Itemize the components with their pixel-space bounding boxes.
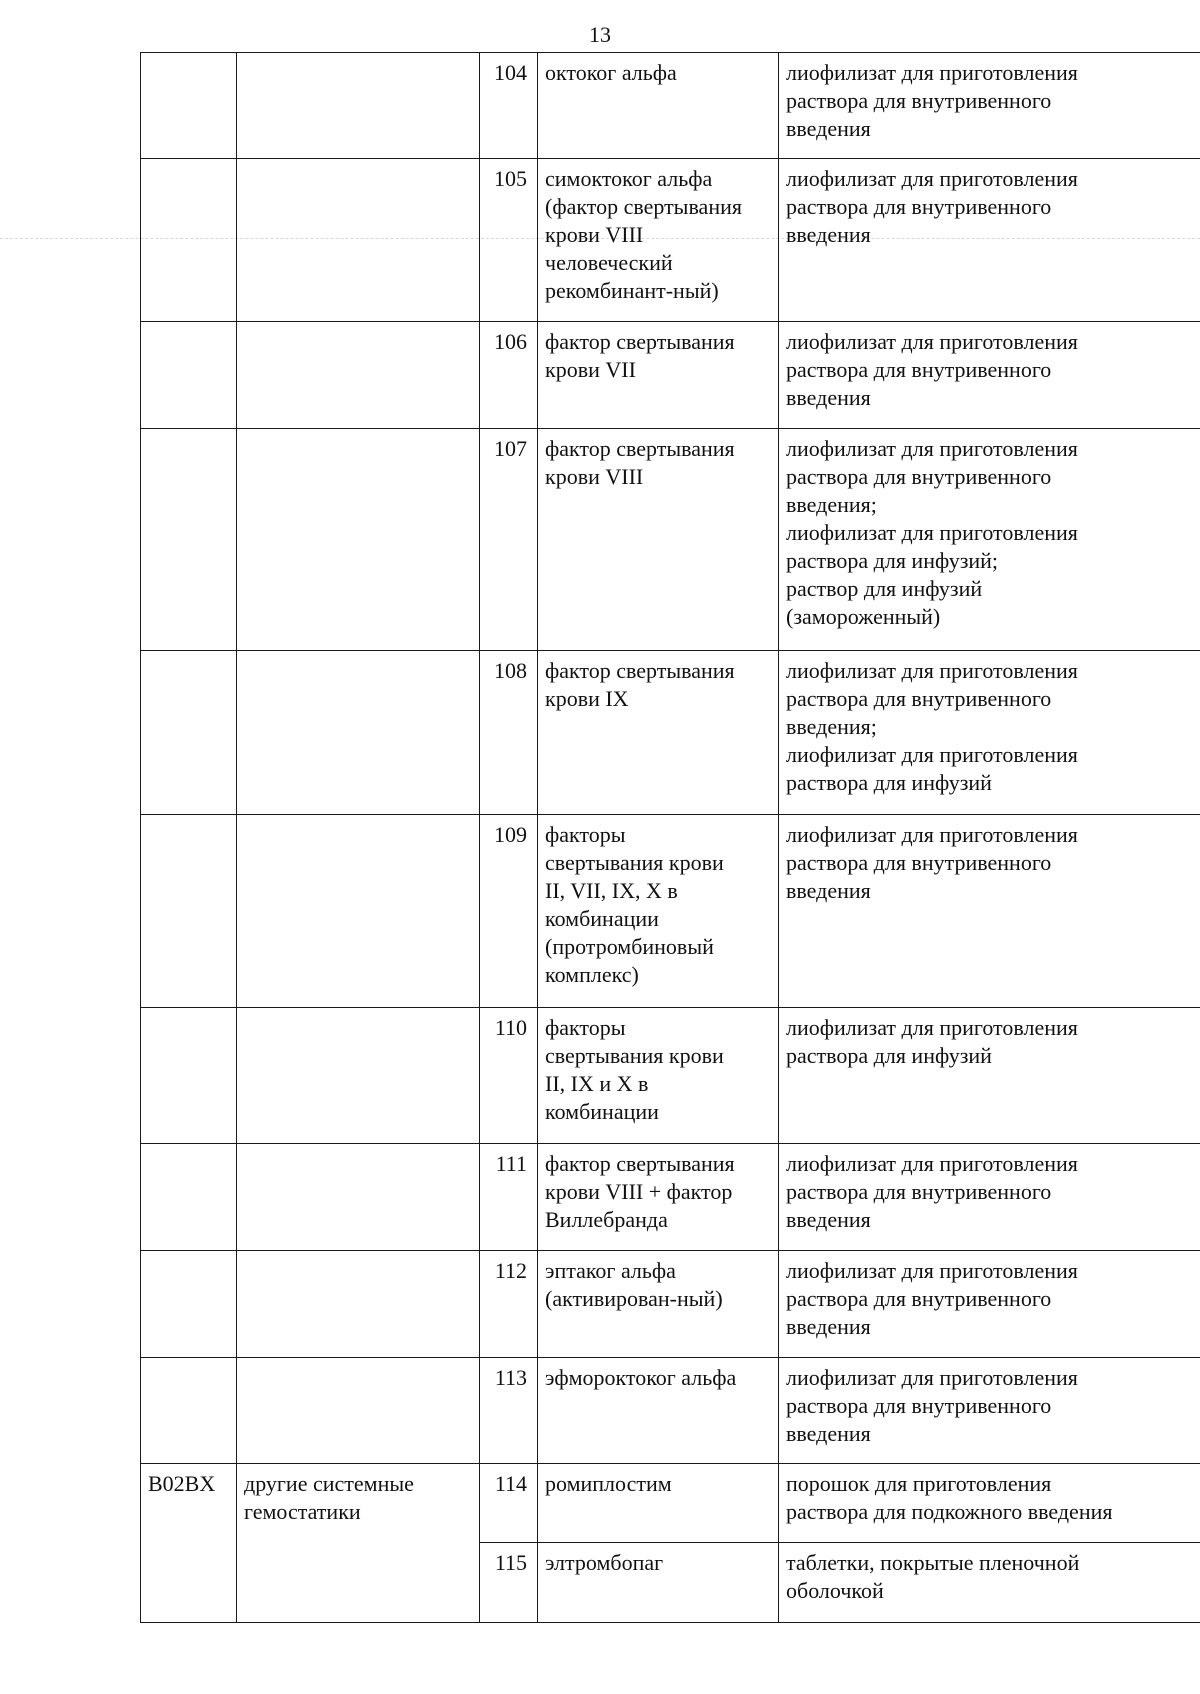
group-name-cell: другие системные гемостатики	[237, 1464, 480, 1623]
atc-code-cell	[141, 1008, 237, 1144]
row-number-cell: 110	[480, 1008, 538, 1144]
dosage-form-cell: лиофилизат для приготовления раствора для внутривенного введения	[779, 322, 1200, 429]
dosage-form-cell: лиофилизат для приготовления раствора для инфузий	[779, 1008, 1200, 1144]
row-number-cell: 106	[480, 322, 538, 429]
drug-name-cell: октоког альфа	[538, 53, 779, 159]
row-number-cell: 109	[480, 815, 538, 1008]
atc-code-cell	[141, 815, 237, 1008]
drug-name-cell: фактор свертывания крови IX	[538, 651, 779, 815]
dosage-form-cell: лиофилизат для приготовления раствора для внутривенного введения	[779, 815, 1200, 1008]
atc-code-cell	[141, 429, 237, 651]
row-number-cell: 114	[480, 1464, 538, 1543]
atc-code-cell	[141, 53, 237, 159]
row-number-cell: 115	[480, 1543, 538, 1623]
group-name-cell	[237, 1144, 480, 1251]
drug-name-cell: симоктоког альфа (фактор свертывания крови VIII человеческий рекомбинант-ный)	[538, 159, 779, 322]
atc-code-cell	[141, 159, 237, 322]
table-row	[141, 651, 1200, 815]
dosage-form-cell: порошок для приготовления раствора для подкожного введения	[779, 1464, 1200, 1543]
group-name-cell	[237, 429, 480, 651]
dosage-form-cell: лиофилизат для приготовления раствора для внутривенного введения	[779, 1358, 1200, 1464]
table-row	[141, 322, 1200, 429]
dosage-form-cell: лиофилизат для приготовления раствора для внутривенного введения	[779, 53, 1200, 159]
group-name-cell	[237, 159, 480, 322]
table-row	[141, 1464, 1200, 1543]
drug-name-cell: эфмороктоког альфа	[538, 1358, 779, 1464]
table-row	[141, 429, 1200, 651]
group-name-cell	[237, 1008, 480, 1144]
row-number-cell: 105	[480, 159, 538, 322]
group-name-cell	[237, 322, 480, 429]
atc-code-cell	[141, 322, 237, 429]
dosage-form-cell: лиофилизат для приготовления раствора для внутривенного введения	[779, 1251, 1200, 1358]
drug-name-cell: факторы свертывания крови II, IX и X в комбинации	[538, 1008, 779, 1144]
row-number-cell: 108	[480, 651, 538, 815]
table-row	[141, 1358, 1200, 1464]
dosage-form-cell: лиофилизат для приготовления раствора для внутривенного введения; лиофилизат для приготовления раствора для инфузий; раствор для инфузий (замороженный)	[779, 429, 1200, 651]
drug-name-cell: фактор свертывания крови VII	[538, 322, 779, 429]
table-row	[141, 1144, 1200, 1251]
drug-name-cell: фактор свертывания крови VIII + фактор Виллебранда	[538, 1144, 779, 1251]
table-row	[141, 1008, 1200, 1144]
atc-code-cell: B02BX	[141, 1464, 237, 1623]
drug-name-cell: факторы свертывания крови II, VII, IX, X в комбинации (протромбиновый комплекс)	[538, 815, 779, 1008]
table-row	[141, 159, 1200, 322]
drug-list-table	[140, 52, 1200, 1623]
table-row	[141, 815, 1200, 1008]
table-row	[141, 53, 1200, 159]
group-name-cell	[237, 815, 480, 1008]
page-number: 13	[589, 22, 611, 47]
row-number-cell: 107	[480, 429, 538, 651]
atc-code-cell	[141, 1251, 237, 1358]
drug-name-cell: элтромбопаг	[538, 1543, 779, 1623]
dosage-form-cell: лиофилизат для приготовления раствора для внутривенного введения; лиофилизат для приготовления раствора для инфузий	[779, 651, 1200, 815]
dosage-form-cell: лиофилизат для приготовления раствора для внутривенного введения	[779, 1144, 1200, 1251]
drug-name-cell: эптаког альфа (активирован-ный)	[538, 1251, 779, 1358]
row-number-cell: 113	[480, 1358, 538, 1464]
row-number-cell: 104	[480, 53, 538, 159]
group-name-cell	[237, 1358, 480, 1464]
row-number-cell: 111	[480, 1144, 538, 1251]
drug-name-cell: фактор свертывания крови VIII	[538, 429, 779, 651]
dosage-form-cell: лиофилизат для приготовления раствора для внутривенного введения	[779, 159, 1200, 322]
dosage-form-cell: таблетки, покрытые пленочной оболочкой	[779, 1543, 1200, 1623]
table-row	[141, 1251, 1200, 1358]
atc-code-cell	[141, 1144, 237, 1251]
group-name-cell	[237, 651, 480, 815]
atc-code-cell	[141, 651, 237, 815]
group-name-cell	[237, 53, 480, 159]
row-number-cell: 112	[480, 1251, 538, 1358]
group-name-cell	[237, 1251, 480, 1358]
drug-name-cell: ромиплостим	[538, 1464, 779, 1543]
atc-code-cell	[141, 1358, 237, 1464]
